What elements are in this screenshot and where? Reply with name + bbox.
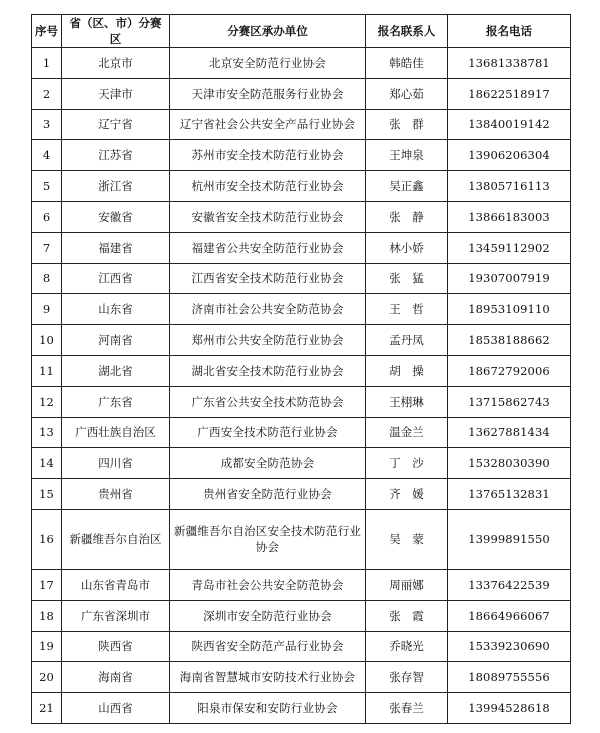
cell-index (32, 693, 62, 724)
cell-phone (448, 631, 571, 662)
cell-contact (366, 109, 448, 140)
cell-contact (366, 631, 448, 662)
cell-contact (366, 171, 448, 202)
cell-contact (366, 448, 448, 479)
table-row (32, 386, 571, 417)
cell-organizer-text: 深圳市安全防范行业协会 (203, 608, 332, 623)
cell-organizer (170, 294, 366, 325)
cell-province (62, 78, 170, 109)
cell-organizer (170, 325, 366, 356)
cell-organizer (170, 662, 366, 693)
cell-phone-text: 13376422539 (468, 577, 550, 592)
cell-phone-text: 18538188662 (468, 333, 550, 348)
cell-province (62, 448, 170, 479)
cell-index (32, 294, 62, 325)
table-row (32, 479, 571, 510)
cell-contact-text: 孟丹凤 (389, 333, 424, 348)
cell-organizer-text: 广西安全技术防范行业协会 (197, 425, 338, 440)
cell-index-text: 1 (42, 55, 51, 70)
cell-contact-text: 齐 媛 (389, 487, 424, 502)
table-row (32, 109, 571, 140)
cell-index (32, 600, 62, 631)
cell-province-text: 北京市 (98, 55, 133, 70)
header-phone: 报名电话 (448, 15, 571, 48)
cell-contact (366, 479, 448, 510)
cell-index (32, 325, 62, 356)
cell-contact-text: 温金兰 (389, 425, 424, 440)
cell-organizer (170, 201, 366, 232)
cell-phone (448, 569, 571, 600)
cell-contact-text: 林小娇 (389, 240, 424, 255)
cell-province-text: 山东省 (98, 302, 133, 317)
cell-contact-text: 王坤泉 (389, 148, 424, 163)
cell-phone-text: 13866183003 (468, 209, 550, 224)
table-row (32, 509, 571, 569)
cell-contact (366, 263, 448, 294)
cell-index-text: 2 (42, 86, 51, 101)
table-row (32, 263, 571, 294)
cell-index (32, 479, 62, 510)
cell-contact-text: 周丽娜 (389, 577, 424, 592)
table-row (32, 325, 571, 356)
cell-phone (448, 232, 571, 263)
cell-index-text: 16 (39, 532, 54, 547)
cell-organizer (170, 631, 366, 662)
cell-province-text: 陕西省 (98, 639, 133, 654)
header-organizer: 分赛区承办单位 (170, 15, 366, 48)
cell-contact (366, 569, 448, 600)
cell-index (32, 109, 62, 140)
cell-index-text: 15 (39, 487, 54, 502)
cell-organizer-text: 江西省安全技术防范行业协会 (191, 271, 344, 286)
cell-phone-text: 15328030390 (468, 456, 550, 471)
cell-organizer (170, 569, 366, 600)
table-row (32, 662, 571, 693)
cell-phone-text: 13765132831 (468, 487, 550, 502)
table-row (32, 417, 571, 448)
cell-phone-text: 13715862743 (468, 394, 550, 409)
cell-contact-text: 王 哲 (389, 302, 424, 317)
cell-organizer-text: 天津市安全防范服务行业协会 (191, 86, 344, 101)
cell-contact-text: 韩皓佳 (389, 55, 424, 70)
cell-index-text: 7 (42, 240, 51, 255)
cell-province-text: 山东省青岛市 (81, 577, 150, 592)
table-row (32, 140, 571, 171)
cell-province (62, 631, 170, 662)
cell-phone (448, 78, 571, 109)
cell-phone (448, 294, 571, 325)
cell-phone-text: 15339230690 (468, 639, 550, 654)
cell-province-text: 新疆维吾尔自治区 (69, 532, 162, 547)
cell-phone-text: 18672792006 (468, 363, 550, 378)
cell-province (62, 109, 170, 140)
cell-index-text: 19 (39, 639, 54, 654)
cell-index-text: 20 (39, 670, 54, 685)
cell-phone (448, 479, 571, 510)
cell-contact (366, 294, 448, 325)
cell-organizer (170, 78, 366, 109)
table-row (32, 569, 571, 600)
cell-contact (366, 386, 448, 417)
cell-phone (448, 448, 571, 479)
cell-phone-text: 13459112902 (468, 240, 550, 255)
cell-phone (448, 140, 571, 171)
cell-province-text: 海南省 (98, 670, 133, 685)
table-row (32, 232, 571, 263)
cell-organizer (170, 263, 366, 294)
cell-index-text: 21 (39, 701, 54, 716)
cell-organizer-text: 陕西省安全防范产品行业协会 (191, 639, 344, 654)
cell-organizer (170, 479, 366, 510)
cell-index (32, 631, 62, 662)
table-body (32, 48, 571, 724)
cell-index (32, 171, 62, 202)
cell-index-text: 3 (42, 117, 51, 132)
cell-organizer-text: 湖北省安全技术防范行业协会 (191, 363, 344, 378)
cell-organizer-text: 辽宁省社会公共安全产品行业协会 (179, 117, 356, 132)
cell-index (32, 355, 62, 386)
table-row (32, 600, 571, 631)
cell-contact (366, 325, 448, 356)
cell-organizer-text: 新疆维吾尔自治区安全技术防范行业协会 (173, 524, 362, 555)
cell-organizer-text: 苏州市安全技术防范行业协会 (191, 148, 344, 163)
cell-index (32, 417, 62, 448)
cell-province (62, 201, 170, 232)
cell-contact-text: 郑心茹 (389, 86, 424, 101)
table-row (32, 355, 571, 386)
table-row (32, 78, 571, 109)
cell-phone (448, 417, 571, 448)
cell-province-text: 天津市 (98, 86, 133, 101)
cell-contact-text: 张存智 (389, 670, 424, 685)
cell-organizer-text: 贵州省安全防范行业协会 (203, 487, 332, 502)
cell-contact-text: 丁 沙 (389, 456, 424, 471)
cell-organizer-text: 安徽省安全技术防范行业协会 (191, 209, 344, 224)
cell-phone-text: 13627881434 (468, 425, 550, 440)
cell-index (32, 201, 62, 232)
cell-organizer (170, 600, 366, 631)
cell-organizer (170, 417, 366, 448)
cell-province-text: 江西省 (98, 271, 133, 286)
cell-province-text: 山西省 (98, 701, 133, 716)
cell-phone-text: 18664966067 (468, 608, 550, 623)
cell-organizer (170, 386, 366, 417)
table-row (32, 693, 571, 724)
cell-index (32, 662, 62, 693)
cell-organizer (170, 48, 366, 79)
cell-phone-text: 13681338781 (468, 55, 550, 70)
cell-phone-text: 18622518917 (468, 86, 550, 101)
cell-organizer-text: 福建省公共安全防范行业协会 (191, 240, 344, 255)
cell-index (32, 448, 62, 479)
cell-phone (448, 263, 571, 294)
cell-phone (448, 48, 571, 79)
cell-organizer (170, 109, 366, 140)
cell-phone-text: 13805716113 (468, 179, 550, 194)
cell-organizer-text: 阳泉市保安和安防行业协会 (197, 701, 338, 716)
cell-contact (366, 78, 448, 109)
cell-province-text: 河南省 (98, 333, 133, 348)
cell-contact-text: 张 霞 (389, 608, 424, 623)
cell-index (32, 263, 62, 294)
cell-index-text: 8 (42, 271, 51, 286)
cell-phone (448, 386, 571, 417)
cell-province-text: 湖北省 (98, 363, 133, 378)
cell-phone-text: 19307007919 (468, 271, 550, 286)
cell-province (62, 355, 170, 386)
cell-index (32, 509, 62, 569)
cell-organizer (170, 232, 366, 263)
cell-contact-text: 吴 蒙 (389, 532, 424, 547)
cell-contact (366, 355, 448, 386)
cell-phone (448, 171, 571, 202)
cell-organizer-text: 成都安全防范协会 (220, 456, 315, 471)
cell-contact (366, 662, 448, 693)
cell-contact-text: 吴正鑫 (389, 179, 424, 194)
cell-index-text: 10 (39, 333, 54, 348)
header-contact: 报名联系人 (366, 15, 448, 48)
cell-province (62, 232, 170, 263)
cell-contact-text: 王栩琳 (389, 394, 424, 409)
cell-province-text: 广东省 (98, 394, 133, 409)
cell-phone (448, 662, 571, 693)
registration-table (31, 14, 571, 724)
cell-contact (366, 600, 448, 631)
cell-province (62, 479, 170, 510)
cell-organizer (170, 140, 366, 171)
cell-index-text: 17 (39, 577, 54, 592)
cell-phone (448, 509, 571, 569)
header-row (32, 15, 571, 48)
cell-province-text: 安徽省 (98, 209, 133, 224)
cell-province (62, 140, 170, 171)
cell-phone-text: 13906206304 (468, 148, 550, 163)
cell-phone-text: 18089755556 (468, 670, 550, 685)
cell-province-text: 辽宁省 (98, 117, 133, 132)
table-row (32, 448, 571, 479)
cell-organizer (170, 448, 366, 479)
cell-province (62, 693, 170, 724)
cell-province (62, 171, 170, 202)
cell-organizer-text: 济南市社会公共安全防范协会 (191, 302, 344, 317)
cell-organizer-text: 海南省智慧城市安防技术行业协会 (179, 670, 356, 685)
cell-phone (448, 109, 571, 140)
cell-contact-text: 乔晓光 (389, 639, 424, 654)
cell-index-text: 9 (42, 302, 51, 317)
cell-province (62, 417, 170, 448)
cell-contact (366, 509, 448, 569)
cell-province (62, 662, 170, 693)
cell-phone (448, 355, 571, 386)
table-row (32, 631, 571, 662)
cell-province (62, 509, 170, 569)
cell-index-text: 13 (39, 425, 54, 440)
cell-index (32, 569, 62, 600)
table-row (32, 201, 571, 232)
cell-index-text: 11 (39, 363, 54, 378)
cell-index-text: 12 (39, 394, 54, 409)
table-header (32, 15, 571, 48)
cell-index (32, 386, 62, 417)
cell-phone-text: 13999891550 (468, 532, 550, 547)
cell-index-text: 6 (42, 209, 51, 224)
cell-contact (366, 140, 448, 171)
cell-province (62, 48, 170, 79)
cell-index (32, 48, 62, 79)
cell-contact (366, 417, 448, 448)
cell-phone (448, 600, 571, 631)
cell-province-text: 广西壮族自治区 (75, 425, 156, 440)
cell-contact (366, 693, 448, 724)
cell-province (62, 569, 170, 600)
cell-province (62, 386, 170, 417)
cell-contact (366, 201, 448, 232)
cell-contact-text: 张 群 (389, 117, 424, 132)
cell-phone (448, 201, 571, 232)
cell-organizer (170, 171, 366, 202)
cell-contact (366, 232, 448, 263)
cell-phone (448, 693, 571, 724)
cell-organizer-text: 青岛市社会公共安全防范协会 (191, 577, 344, 592)
cell-index-text: 14 (39, 456, 54, 471)
cell-contact (366, 48, 448, 79)
cell-organizer-text: 郑州市公共安全防范行业协会 (191, 333, 344, 348)
cell-organizer-text: 杭州市安全技术防范行业协会 (191, 179, 344, 194)
cell-contact-text: 张春兰 (389, 701, 424, 716)
table-row (32, 48, 571, 79)
cell-organizer (170, 355, 366, 386)
cell-province (62, 600, 170, 631)
cell-index (32, 78, 62, 109)
cell-province (62, 294, 170, 325)
cell-province (62, 325, 170, 356)
cell-province-text: 广东省深圳市 (81, 608, 150, 623)
cell-phone-text: 13994528618 (468, 701, 550, 716)
cell-index (32, 232, 62, 263)
cell-province-text: 四川省 (98, 456, 133, 471)
cell-organizer (170, 509, 366, 569)
cell-contact-text: 胡 操 (389, 363, 424, 378)
cell-index-text: 18 (39, 608, 54, 623)
table-row (32, 171, 571, 202)
cell-organizer-text: 北京安全防范行业协会 (209, 55, 326, 70)
cell-index (32, 140, 62, 171)
cell-province-text: 浙江省 (98, 179, 133, 194)
cell-province-text: 江苏省 (98, 148, 133, 163)
cell-index-text: 4 (42, 148, 51, 163)
cell-contact-text: 张 静 (389, 209, 424, 224)
cell-province-text: 贵州省 (98, 487, 133, 502)
cell-organizer (170, 693, 366, 724)
table-row (32, 294, 571, 325)
cell-province-text: 福建省 (98, 240, 133, 255)
header-province: 省（区、市）分赛区 (62, 15, 170, 48)
cell-index-text: 5 (42, 179, 51, 194)
cell-organizer-text: 广东省公共安全技术防范协会 (191, 394, 344, 409)
cell-phone (448, 325, 571, 356)
cell-phone-text: 13840019142 (468, 117, 550, 132)
cell-province (62, 263, 170, 294)
cell-contact-text: 张 猛 (389, 271, 424, 286)
cell-phone-text: 18953109110 (468, 302, 550, 317)
header-index: 序号 (32, 15, 62, 48)
